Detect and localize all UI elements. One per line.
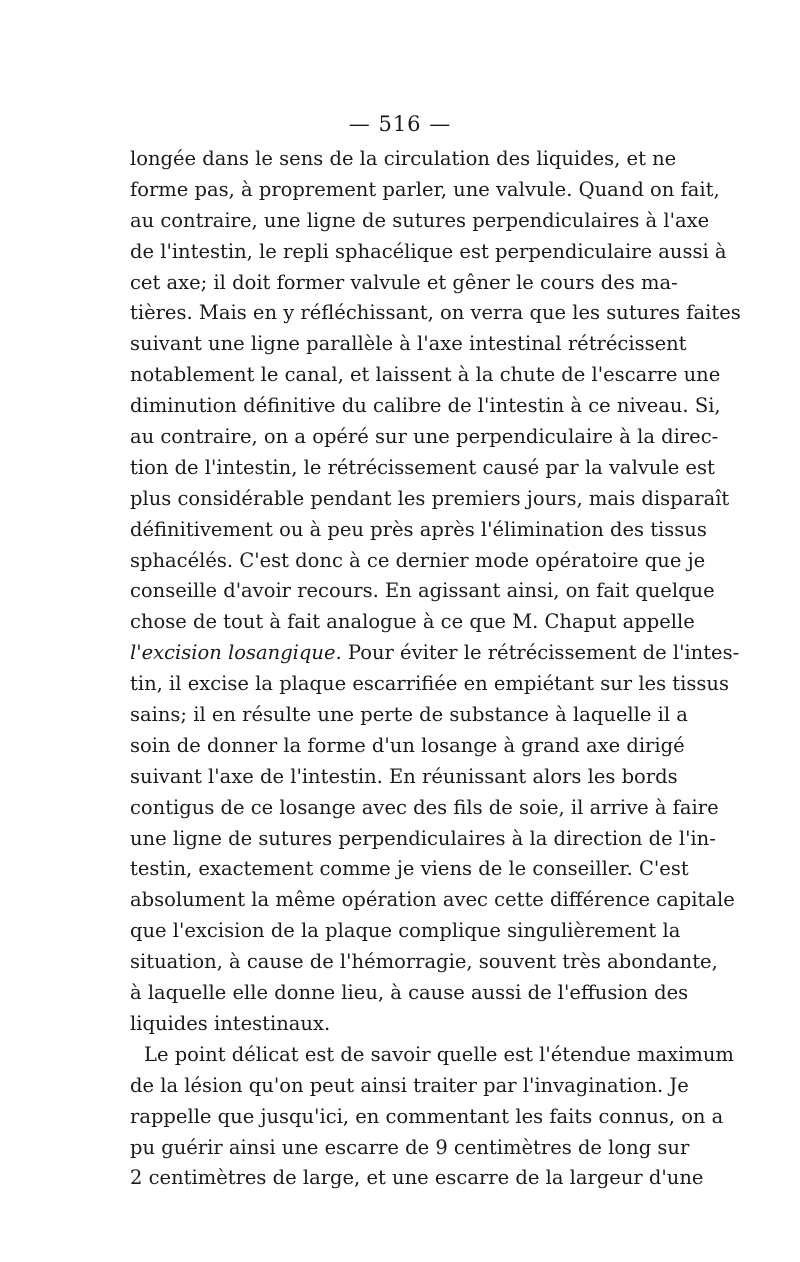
text-line: absolument la même opération avec cette différence capitale — [130, 888, 735, 912]
paragraph-end-line: liquides intestinaux. — [130, 1011, 331, 1035]
text-line: contigus de ce losange avec des fils de soie, il arrive à faire — [130, 795, 719, 819]
text-line: cet axe; il doit former valvule et gêner le cours des ma- — [130, 270, 678, 294]
text-line: testin, exactement comme je viens de le conseiller. C'est — [130, 857, 689, 881]
text-line: sphacélés. C'est donc à ce dernier mode opératoire que je — [130, 548, 706, 572]
text-line: une ligne de sutures perpendiculaires à la direction de l'in- — [130, 826, 716, 850]
body-text — [130, 144, 741, 1194]
text-line: tin, il excise la plaque escarrifiée en empiétant sur les tissus — [130, 672, 729, 696]
text-line: conseille d'avoir recours. En agissant ainsi, on fait quelque — [130, 579, 715, 603]
text-line: plus considérable pendant les premiers jours, mais disparaît — [130, 486, 730, 510]
text-line: suivant une ligne parallèle à l'axe intestinal rétrécissent — [130, 332, 687, 356]
text-line-rest: Pour éviter le rétrécissement de l'intes- — [341, 641, 740, 665]
text-line: notablement le canal, et laissent à la chute de l'escarre une — [130, 363, 721, 387]
text-line: diminution définitive du calibre de l'intestin à ce niveau. Si, — [130, 394, 721, 418]
text-line: sains; il en résulte une perte de substance à laquelle il a — [130, 703, 688, 727]
text-line: chose de tout à fait analogue à ce que M. Chaput appelle — [130, 610, 695, 634]
text-line: pu guérir ainsi une escarre de 9 centimètres de long sur — [130, 1135, 690, 1159]
text-line: définitivement ou à peu près après l'élimination des tissus — [130, 517, 707, 541]
text-line: au contraire, on a opéré sur une perpendiculaire à la direc- — [130, 425, 719, 449]
text-line-with-italic — [130, 638, 740, 669]
text-line: soin de donner la forme d'un losange à grand axe dirigé — [130, 733, 685, 757]
text-line: tières. Mais en y réfléchissant, on verra que les sutures faites — [130, 301, 741, 325]
text-line: forme pas, à proprement parler, une valvule. Quand on fait, — [130, 177, 720, 201]
text-line: de la lésion qu'on peut ainsi traiter par l'invagination. Je — [130, 1073, 689, 1097]
text-line: rappelle que jusqu'ici, en commentant les faits connus, on a — [130, 1104, 724, 1128]
text-line: que l'excision de la plaque complique singulièrement la — [130, 919, 681, 943]
text-line: au contraire, une ligne de sutures perpendiculaires à l'axe — [130, 208, 710, 232]
text-line: longée dans le sens de la circulation des liquides, et ne — [130, 147, 677, 170]
text-line: tion de l'intestin, le rétrécissement causé par la valvule est — [130, 455, 715, 479]
italic-term: l'excision losangique. — [130, 641, 342, 665]
page-number: — 516 — — [348, 112, 452, 136]
paragraph-start-line: Le point délicat est de savoir quelle est l'étendue maximum — [144, 1042, 734, 1066]
text-line: 2 centimètres de large, et une escarre de la largeur d'une — [130, 1166, 704, 1190]
text-line: à laquelle elle donne lieu, à cause aussi de l'effusion des — [130, 981, 689, 1005]
text-line: situation, à cause de l'hémorragie, souvent très abondante, — [130, 950, 718, 974]
text-line: de l'intestin, le repli sphacélique est perpendiculaire aussi à — [130, 239, 727, 263]
text-line: suivant l'axe de l'intestin. En réunissant alors les bords — [130, 764, 678, 788]
